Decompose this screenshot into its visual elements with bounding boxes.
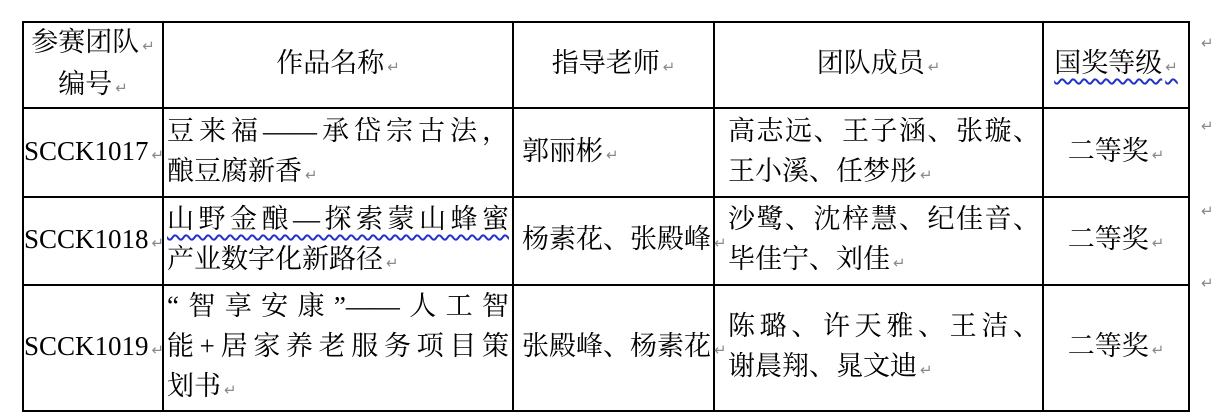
cell-text (167, 116, 509, 146)
cell-text-value: 酿豆腐新香 (167, 155, 302, 186)
cell-text (167, 331, 509, 361)
cell-line (1044, 326, 1188, 370)
cell-text-value: 参赛团队 (31, 27, 140, 57)
cell-work-title-row1[interactable] (163, 108, 513, 197)
paragraph-mark-icon: ↵ (224, 381, 237, 399)
cell-text (167, 371, 237, 401)
cell-text (522, 331, 727, 361)
paragraph-mark-icon: ↵ (1151, 145, 1165, 164)
cell-line (164, 44, 512, 86)
cell-line (24, 326, 165, 370)
cell-text (276, 48, 400, 78)
cell-text (552, 48, 676, 78)
header-cell-award-level[interactable] (1043, 22, 1189, 108)
cell-line (1044, 131, 1188, 175)
table-row (23, 108, 1189, 197)
row-end-mark-icon: ↵ (1201, 34, 1214, 52)
paragraph-mark-icon: ↵ (115, 79, 128, 97)
cell-line (522, 219, 727, 263)
cell-line (167, 326, 509, 366)
cell-text-value: 杨素花、张殿峰 (522, 224, 711, 254)
cell-text (728, 156, 933, 186)
cell-line (1044, 219, 1188, 263)
cell-text-value: 谢晨翔、晁文迪 (728, 351, 917, 381)
cell-line (24, 219, 165, 263)
cell-text (31, 27, 155, 57)
cell-text (167, 244, 399, 274)
cell-line (167, 239, 509, 283)
paragraph-mark-icon: ↵ (1165, 58, 1178, 76)
cell-team-id-row1[interactable] (23, 108, 163, 197)
cell-text (1068, 224, 1165, 254)
row-end-mark-icon: ↵ (1201, 117, 1214, 135)
header-row (23, 22, 1189, 108)
cell-text (728, 311, 1040, 341)
cell-text (522, 136, 619, 166)
cell-line (522, 131, 713, 175)
paragraph-mark-icon: ↵ (662, 58, 676, 76)
cell-text-value: SCCK1019 (24, 331, 149, 361)
cell-text-value: 团队成员 (816, 48, 925, 78)
paragraph-mark-icon: ↵ (305, 165, 318, 184)
cell-line (1044, 44, 1188, 86)
cell-line (728, 111, 1040, 151)
cell-text-value: 山野金酿—探索蒙山蜂蜜 (167, 204, 509, 234)
paragraph-mark-icon: ↵ (714, 341, 727, 359)
cell-advisors-row2[interactable] (513, 197, 727, 285)
cell-text-value: 二等奖 (1067, 135, 1149, 166)
paragraph-mark-icon: ↵ (151, 145, 165, 164)
cell-text (522, 224, 727, 254)
cell-line (167, 151, 509, 195)
paragraph-mark-icon: ↵ (1151, 234, 1165, 252)
spellcheck-wavy-text (167, 204, 509, 234)
cell-text-value: 划书 (167, 371, 221, 401)
cell-team-id-row3[interactable] (23, 285, 163, 411)
cell-advisors-row1[interactable] (513, 108, 714, 197)
row-end-mark-icon: ↵ (1201, 202, 1214, 220)
cell-text-value: 二等奖 (1067, 331, 1149, 361)
cell-text-value: 指导老师 (551, 48, 660, 78)
paragraph-mark-icon: ↵ (714, 234, 727, 252)
paragraph-mark-icon: ↵ (927, 58, 941, 76)
cell-line (167, 199, 509, 239)
paragraph-mark-icon: ↵ (151, 341, 165, 359)
cell-text (728, 351, 933, 381)
paragraph-mark-icon: ↵ (142, 37, 155, 55)
table-body (23, 108, 1189, 411)
cell-text-value: 沙鹭、沈梓慧、纪佳音、 (728, 204, 1040, 234)
cell-text-value: SCCK1018 (24, 224, 149, 254)
cell-text-value: 高志远、王子涵、张璇、 (728, 115, 1040, 146)
cell-team-id-row2[interactable] (23, 197, 163, 285)
cell-text (167, 291, 509, 321)
cell-text-value: 张殿峰、杨素花 (522, 331, 711, 361)
cell-line (728, 199, 1040, 239)
cell-text-value: 编号 (58, 69, 113, 99)
cell-text-value: 二等奖 (1067, 224, 1149, 254)
cell-line (167, 366, 509, 410)
cell-members-row1[interactable] (714, 108, 1043, 197)
table-head (23, 22, 1189, 108)
cell-line (24, 131, 165, 175)
row-end-mark-icon: ↵ (1201, 274, 1214, 292)
cell-text-value: “智享安康”——人工智 (167, 291, 509, 321)
cell-line (728, 239, 1040, 283)
cell-award-level-row1[interactable] (1043, 108, 1189, 197)
spellcheck-wavy-text (1054, 48, 1178, 78)
cell-award-level-row3[interactable] (1043, 285, 1189, 411)
cell-text-value: 国奖等级 (1054, 48, 1163, 78)
cell-members-row3[interactable] (714, 285, 1043, 411)
cell-line (728, 151, 1040, 195)
cell-text (728, 116, 1040, 146)
cell-text (817, 48, 941, 78)
table-row (23, 285, 1189, 411)
cell-line (715, 44, 1042, 86)
cell-line (514, 44, 713, 86)
cell-text (58, 69, 128, 99)
cell-text-value: 能+居家养老服务项目策 (167, 331, 509, 361)
paragraph-mark-icon: ↵ (920, 361, 933, 379)
table-row (23, 197, 1189, 285)
header-cell-advisors[interactable] (513, 22, 714, 108)
cell-text (728, 204, 1040, 234)
paragraph-mark-icon: ↵ (151, 234, 165, 252)
cell-line (728, 306, 1040, 346)
cell-text (1068, 331, 1165, 361)
cell-text-value: SCCK1017 (24, 135, 149, 166)
header-cell-team-id[interactable] (23, 22, 163, 108)
cell-text-value: 豆来福——承岱宗古法， (167, 115, 509, 146)
header-cell-work-title[interactable] (163, 22, 513, 108)
cell-text (1068, 136, 1165, 166)
cell-advisors-row3[interactable] (513, 285, 727, 411)
paragraph-mark-icon: ↵ (1151, 341, 1165, 359)
paragraph-mark-icon: ↵ (386, 254, 399, 272)
paragraph-mark-icon: ↵ (606, 145, 619, 164)
paragraph-mark-icon: ↵ (387, 58, 400, 76)
cell-text-value: 毕佳宁、刘佳 (728, 244, 890, 274)
cell-text (728, 244, 906, 274)
cell-line (24, 65, 162, 107)
cell-members-row2[interactable] (714, 197, 1043, 285)
cell-line (728, 346, 1040, 390)
cell-text (24, 224, 164, 254)
cell-text-value: 王小溪、任梦彤 (728, 155, 917, 186)
cell-text-value: 陈璐、许天雅、王洁、 (728, 311, 1040, 341)
cell-text-value: 作品名称 (276, 48, 385, 78)
cell-work-title-row2[interactable] (163, 197, 513, 285)
cell-line (24, 23, 162, 65)
paragraph-mark-icon: ↵ (920, 165, 933, 184)
cell-work-title-row3[interactable] (163, 285, 513, 411)
cell-line (167, 286, 509, 326)
paragraph-mark-icon: ↵ (893, 254, 906, 272)
cell-text-value: 郭丽彬 (522, 135, 603, 166)
cell-text (167, 156, 318, 186)
awards-table (22, 21, 1190, 412)
cell-award-level-row2[interactable] (1043, 197, 1189, 285)
cell-line (167, 111, 509, 151)
cell-text (24, 136, 164, 166)
cell-line (522, 326, 727, 370)
cell-text-value: 产业数字化新路径 (167, 244, 383, 274)
cell-text (24, 331, 164, 361)
header-cell-members[interactable] (714, 22, 1043, 108)
